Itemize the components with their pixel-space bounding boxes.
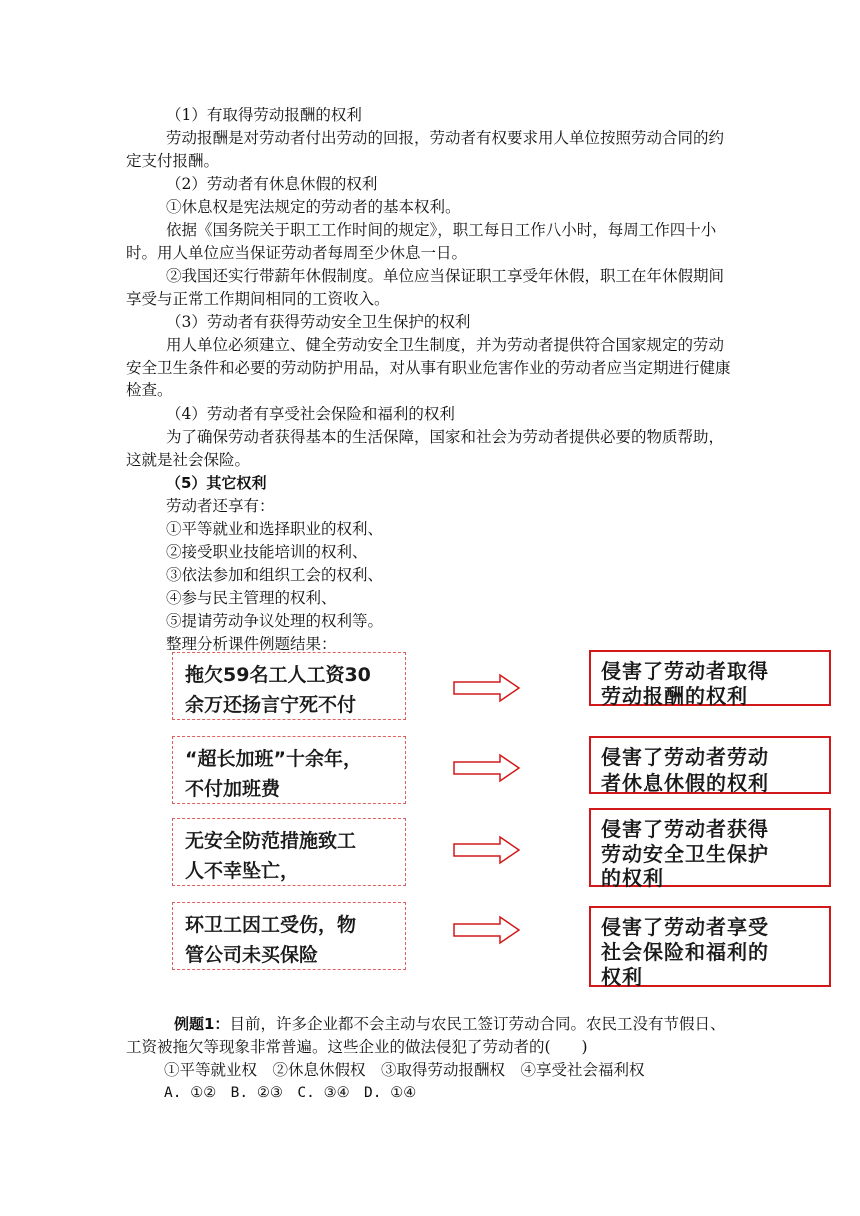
- right-5-item: ⑤提请劳动争议处理的权利等。: [166, 612, 384, 630]
- violation-text-line-2: [601, 680, 748, 709]
- right-5-item: ③依法参加和组织工会的权利、: [166, 566, 384, 584]
- violation-text-line-2: [601, 767, 769, 796]
- violation-text-line-1: 侵害了劳动者享受: [601, 915, 769, 939]
- violation-text-line-1: 侵害了劳动者劳动: [601, 745, 769, 769]
- right-1-title: （1）有取得劳动报酬的权利: [166, 106, 362, 124]
- case-box: [172, 652, 406, 720]
- violation-suffix: 的权利: [685, 684, 748, 708]
- violation-suffix: 的权利: [706, 771, 769, 795]
- example-text: 目前，许多企业都不会主动与农民工签订劳动合同。农民工没有节假日、工资被拖欠等现象非常普遍。这些企业的做法侵犯了劳动者的( ): [126, 1015, 726, 1056]
- violation-prefix: 者: [601, 771, 622, 795]
- case-text-line-2: 管公司未买保险: [185, 944, 319, 966]
- violation-text-line-1: 侵害了劳动者获得: [601, 817, 769, 841]
- example-label: 例题1：: [174, 1015, 230, 1033]
- right-3-title: （3）劳动者有获得劳动安全卫生保护的权利: [166, 313, 471, 331]
- violation-text-line-3: 权利: [601, 965, 643, 989]
- case-text-line-2: 余万还扬言宁死不付: [185, 694, 357, 716]
- violation-box: [589, 650, 831, 706]
- violation-box: [589, 736, 831, 794]
- violated-right: 劳动报酬: [601, 684, 685, 708]
- right-arrow-icon: [452, 835, 522, 865]
- case-text-line-1: “超长加班”十余年，: [185, 748, 362, 770]
- violation-box: [589, 808, 831, 890]
- case-text-line-1: 拖欠59名工人工资30: [185, 664, 371, 686]
- right-2-point-1: ①休息权是宪法规定的劳动者的基本权利。: [166, 198, 461, 216]
- right-arrow-icon: [452, 753, 522, 783]
- example-options: ①平等就业权 ②休息休假权 ③取得劳动报酬权 ④享受社会福利权: [164, 1061, 645, 1079]
- right-4-title: （4）劳动者有享受社会保险和福利的权利: [166, 405, 455, 423]
- right-3-body: 用人单位必须建立、健全劳动安全卫生制度，并为劳动者提供符合国家规定的劳动安全卫生条件和必要的劳动防护用品，对从事有职业危害作业的劳动者应当定期进行健康检查。: [126, 336, 731, 400]
- example-question: [126, 1013, 736, 1058]
- right-1-body: 劳动报酬是对劳动者付出劳动的回报，劳动者有权要求用人单位按照劳动合同的约定支付报酬。: [126, 129, 725, 170]
- case-text-line-1: 无安全防范措施致工: [185, 830, 357, 852]
- right-5-title: （5）其它权利: [166, 474, 267, 492]
- case-box: [172, 736, 406, 804]
- example-answers: A. ①② B. ②③ C. ③④ D. ①④: [164, 1085, 417, 1101]
- right-arrow-icon: [452, 673, 522, 703]
- right-2-point-3: ②我国还实行带薪年休假制度。单位应当保证职工享受年休假，职工在年休假期间享受与正常工作期间相同的工资收入。: [126, 267, 725, 308]
- violation-suffix: 的权利: [601, 866, 664, 890]
- right-arrow-icon: [452, 915, 522, 945]
- case-box: [172, 902, 406, 970]
- violated-right: 劳动安全卫生保护: [601, 842, 769, 866]
- case-text-line-2: 不付加班费: [185, 778, 281, 800]
- violation-suffix: 的: [748, 940, 769, 964]
- violation-box: [589, 906, 831, 987]
- case-text-line-1: 环卫工因工受伤，物: [185, 914, 357, 936]
- right-5-item: ④参与民主管理的权利、: [166, 589, 337, 607]
- right-4-body: 为了确保劳动者获得基本的生活保障，国家和社会为劳动者提供必要的物质帮助，这就是社会保险。: [126, 428, 725, 469]
- violated-right: 休息休假: [622, 771, 706, 795]
- violated-right: 社会保险和福利: [601, 940, 748, 964]
- right-5-intro: 劳动者还享有：: [166, 497, 275, 515]
- violation-text-line-1: 侵害了劳动者取得: [601, 659, 769, 683]
- case-box: [172, 818, 406, 886]
- case-text-line-2: 人不幸坠亡，: [185, 860, 300, 882]
- right-2-title: （2）劳动者有休息休假的权利: [166, 175, 378, 193]
- right-5-item: ①平等就业和选择职业的权利、: [166, 520, 384, 538]
- right-5-item: ②接受职业技能培训的权利、: [166, 543, 368, 561]
- analysis-intro: 整理分析课件例题结果：: [166, 635, 337, 653]
- right-2-point-2: 依据《国务院关于职工工作时间的规定》，职工每日工作八小时，每周工作四十小时。用人单位应当保证劳动者每周至少休息一日。: [126, 221, 717, 262]
